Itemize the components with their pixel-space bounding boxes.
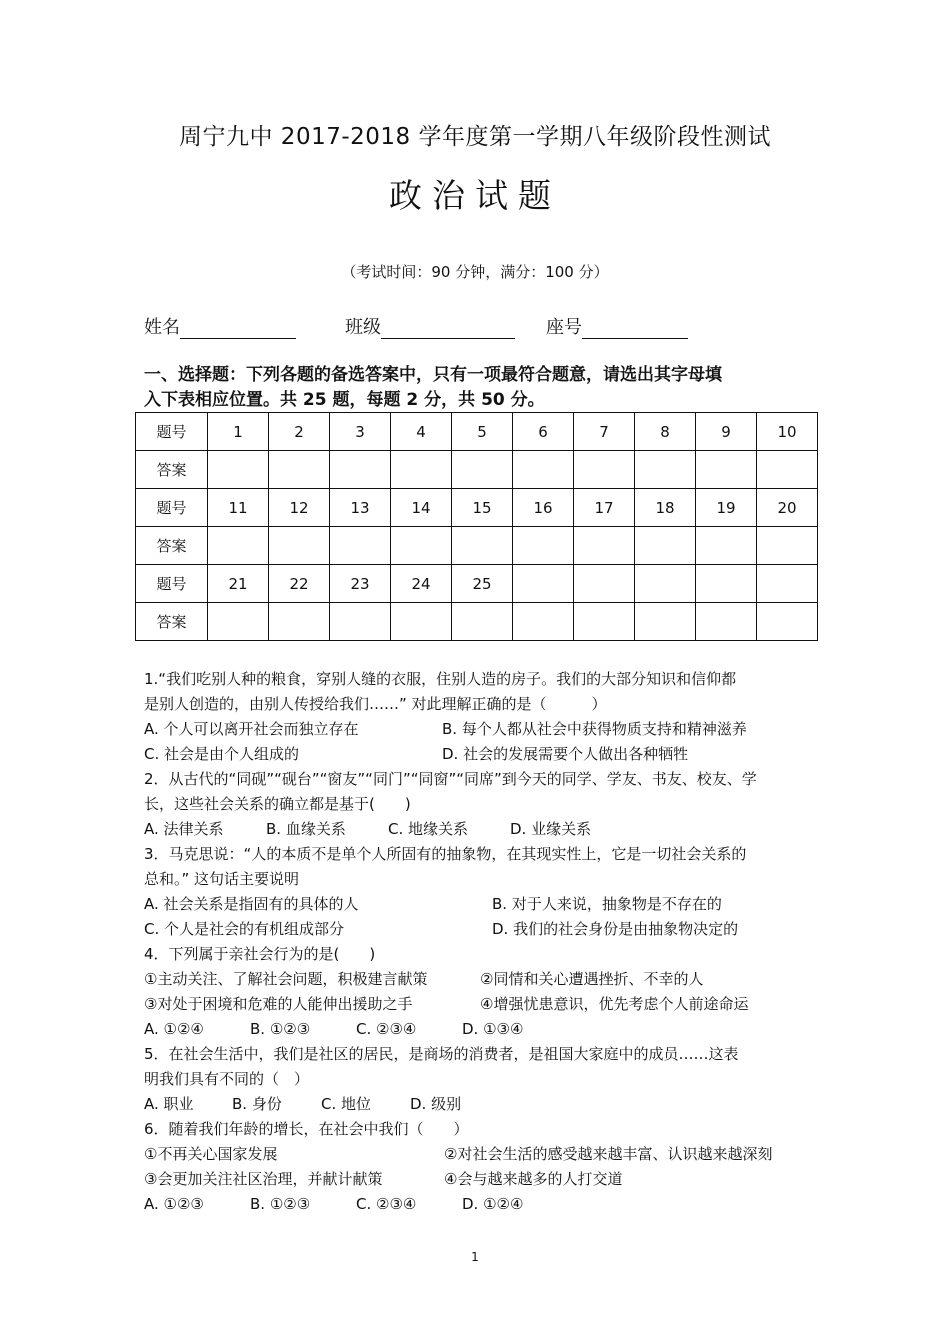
table-cell: 19	[696, 489, 757, 527]
answer-cell[interactable]	[208, 603, 269, 641]
table-cell: 15	[452, 489, 513, 527]
table-cell: 2	[269, 413, 330, 451]
table-row-answers	[136, 527, 818, 565]
table-cell: 17	[574, 489, 635, 527]
question-3-stem-line2: 总和。” 这句话主要说明	[144, 870, 300, 888]
question-6-stem-line1: 6．随着我们年龄的增长，在社会中我们（ ）	[144, 1120, 469, 1138]
answer-cell[interactable]	[635, 603, 696, 641]
table-cell: 22	[269, 565, 330, 603]
table-cell: 10	[757, 413, 818, 451]
answer-cell[interactable]	[757, 527, 818, 565]
table-header-cell: 题号	[136, 413, 208, 451]
q3-option-c[interactable]: C. 个人是社会的有机组成部分	[144, 920, 345, 938]
name-blank[interactable]	[180, 320, 296, 339]
q4-statement-3: ③对处于困境和危难的人能伸出援助之手	[144, 995, 413, 1013]
table-answer-label: 答案	[136, 527, 208, 565]
answer-cell[interactable]	[574, 603, 635, 641]
answer-cell[interactable]	[269, 527, 330, 565]
answer-cell[interactable]	[635, 527, 696, 565]
q6-statement-2: ②对社会生活的感受越来越丰富、认识越来越深刻	[444, 1145, 773, 1163]
answer-cell[interactable]	[696, 451, 757, 489]
table-cell: 9	[696, 413, 757, 451]
question-1	[144, 667, 747, 767]
q4-option-c[interactable]: C. ②③④	[356, 1020, 417, 1038]
table-cell: 18	[635, 489, 696, 527]
answer-cell[interactable]	[208, 451, 269, 489]
answer-cell[interactable]	[391, 527, 452, 565]
table-header-cell: 题号	[136, 565, 208, 603]
q1-option-a[interactable]: A. 个人可以离开社会而独立存在	[144, 720, 359, 738]
question-5	[144, 1042, 739, 1117]
table-cell: 7	[574, 413, 635, 451]
table-cell	[574, 565, 635, 603]
question-3	[144, 842, 746, 942]
table-cell: 12	[269, 489, 330, 527]
table-cell: 20	[757, 489, 818, 527]
q6-option-a[interactable]: A. ①②③	[144, 1195, 204, 1213]
q6-statement-3: ③会更加关注社区治理，并献计献策	[144, 1170, 383, 1188]
answer-cell[interactable]	[330, 603, 391, 641]
answer-cell[interactable]	[269, 451, 330, 489]
table-row-numbers	[136, 489, 818, 527]
table-cell: 16	[513, 489, 574, 527]
name-label: 姓名	[144, 317, 180, 338]
answer-cell[interactable]	[208, 527, 269, 565]
q1-option-d[interactable]: D. 社会的发展需要个人做出各种牺牲	[442, 745, 689, 763]
q5-option-b[interactable]: B. 身份	[232, 1095, 282, 1113]
class-field[interactable]	[345, 313, 515, 339]
table-cell	[513, 565, 574, 603]
seat-blank[interactable]	[582, 320, 688, 339]
q4-option-a[interactable]: A. ①②④	[144, 1020, 204, 1038]
section1-instructions	[144, 363, 722, 413]
q2-option-a[interactable]: A. 法律关系	[144, 820, 224, 838]
answer-cell[interactable]	[696, 527, 757, 565]
q4-option-d[interactable]: D. ①③④	[462, 1020, 524, 1038]
answer-cell[interactable]	[574, 451, 635, 489]
answer-cell[interactable]	[513, 451, 574, 489]
q2-option-c[interactable]: C. 地缘关系	[388, 820, 469, 838]
q5-option-c[interactable]: C. 地位	[321, 1095, 372, 1113]
table-cell	[757, 565, 818, 603]
page-number: 1	[471, 1250, 479, 1264]
table-answer-label: 答案	[136, 451, 208, 489]
answer-cell[interactable]	[757, 451, 818, 489]
q4-statement-4: ④增强忧患意识，优先考虑个人前途命运	[480, 995, 749, 1013]
question-2-stem-line2: 长，这些社会关系的确立都是基于( )	[144, 795, 411, 813]
q4-option-b[interactable]: B. ①②③	[250, 1020, 311, 1038]
seat-field[interactable]	[546, 313, 688, 339]
class-label: 班级	[345, 317, 381, 338]
answer-cell[interactable]	[513, 603, 574, 641]
table-cell: 3	[330, 413, 391, 451]
question-5-stem-line2: 明我们具有不同的（ ）	[144, 1070, 310, 1088]
section1-line1: 一、选择题：下列各题的备选答案中，只有一项最符合题意，请选出其字母填	[144, 365, 722, 385]
table-cell	[696, 565, 757, 603]
q1-option-c[interactable]: C. 社会是由个人组成的	[144, 745, 300, 763]
table-cell: 11	[208, 489, 269, 527]
table-cell: 5	[452, 413, 513, 451]
answer-cell[interactable]	[696, 603, 757, 641]
table-row-numbers	[136, 413, 818, 451]
table-header-cell: 题号	[136, 489, 208, 527]
seat-label: 座号	[546, 317, 582, 338]
table-cell: 1	[208, 413, 269, 451]
answer-cell[interactable]	[452, 527, 513, 565]
q3-option-a[interactable]: A. 社会关系是指固有的具体的人	[144, 895, 359, 913]
section1-line2: 入下表相应位置。共 25 题，每题 2 分，共 50 分。	[144, 390, 545, 410]
answer-table	[135, 412, 818, 641]
answer-cell[interactable]	[269, 603, 330, 641]
question-3-stem-line1: 3．马克思说：“人的本质不是单个人所固有的抽象物，在其现实性上，它是一切社会关系的	[144, 845, 747, 863]
subject-title: 政治试题	[389, 176, 561, 215]
q6-statement-1: ①不再关心国家发展	[144, 1145, 278, 1163]
q5-option-a[interactable]: A. 职业	[144, 1095, 194, 1113]
answer-cell[interactable]	[574, 527, 635, 565]
question-6	[144, 1117, 773, 1217]
table-row-answers	[136, 451, 818, 489]
answer-cell[interactable]	[757, 603, 818, 641]
q3-option-d[interactable]: D. 我们的社会身份是由抽象物决定的	[492, 920, 739, 938]
q2-option-b[interactable]: B. 血缘关系	[266, 820, 346, 838]
question-1-stem-line1: 1.“我们吃别人种的粮食，穿别人缝的衣服，住别人造的房子。我们的大部分知识和信仰都	[144, 670, 737, 688]
q6-statement-4: ④会与越来越多的人打交道	[444, 1170, 623, 1188]
table-answer-label: 答案	[136, 603, 208, 641]
q6-option-b[interactable]: B. ①②③	[250, 1195, 311, 1213]
table-cell: 13	[330, 489, 391, 527]
answer-cell[interactable]	[391, 451, 452, 489]
table-cell: 14	[391, 489, 452, 527]
table-cell: 23	[330, 565, 391, 603]
q4-statement-1: ①主动关注、了解社会问题，积极建言献策	[144, 970, 428, 988]
answer-cell[interactable]	[635, 451, 696, 489]
question-2-stem-line1: 2．从古代的“同砚”“砚台”“窗友”“同门”“同窗”“同席”到今天的同学、学友、书友、校友、学	[144, 770, 757, 788]
q3-option-b[interactable]: B. 对于人来说，抽象物是不存在的	[492, 895, 722, 913]
question-4-stem-line1: 4．下列属于亲社会行为的是( )	[144, 945, 376, 963]
table-cell	[635, 565, 696, 603]
table-row-answers	[136, 603, 818, 641]
table-cell: 8	[635, 413, 696, 451]
answer-cell[interactable]	[330, 451, 391, 489]
q6-option-d[interactable]: D. ①②④	[462, 1195, 524, 1213]
q6-option-c[interactable]: C. ②③④	[356, 1195, 417, 1213]
table-cell: 4	[391, 413, 452, 451]
class-blank[interactable]	[381, 320, 515, 339]
q1-option-b[interactable]: B. 每个人都从社会中获得物质支持和精神滋养	[442, 720, 747, 738]
table-cell: 24	[391, 565, 452, 603]
table-cell: 6	[513, 413, 574, 451]
answer-cell[interactable]	[391, 603, 452, 641]
table-row-numbers	[136, 565, 818, 603]
question-1-stem-line2: 是别人创造的，由别人传授给我们……” 对此理解正确的是（ ）	[144, 695, 607, 713]
q2-option-d[interactable]: D. 业缘关系	[510, 820, 592, 838]
question-5-stem-line1: 5．在社会生活中，我们是社区的居民，是商场的消费者，是祖国大家庭中的成员……这表	[144, 1045, 739, 1063]
question-2	[144, 767, 757, 842]
answer-cell[interactable]	[330, 527, 391, 565]
q5-option-d[interactable]: D. 级别	[410, 1095, 462, 1113]
q4-statement-2: ②同情和关心遭遇挫折、不幸的人	[480, 970, 704, 988]
exam-title: 周宁九中 2017-2018 学年度第一学期八年级阶段性测试	[179, 124, 771, 150]
table-cell: 21	[208, 565, 269, 603]
answer-cell[interactable]	[513, 527, 574, 565]
answer-cell[interactable]	[452, 603, 513, 641]
exam-time-note: （考试时间：90 分钟，满分：100 分）	[341, 263, 609, 281]
table-cell: 25	[452, 565, 513, 603]
name-field[interactable]	[144, 313, 296, 339]
question-4	[144, 942, 749, 1042]
answer-cell[interactable]	[452, 451, 513, 489]
